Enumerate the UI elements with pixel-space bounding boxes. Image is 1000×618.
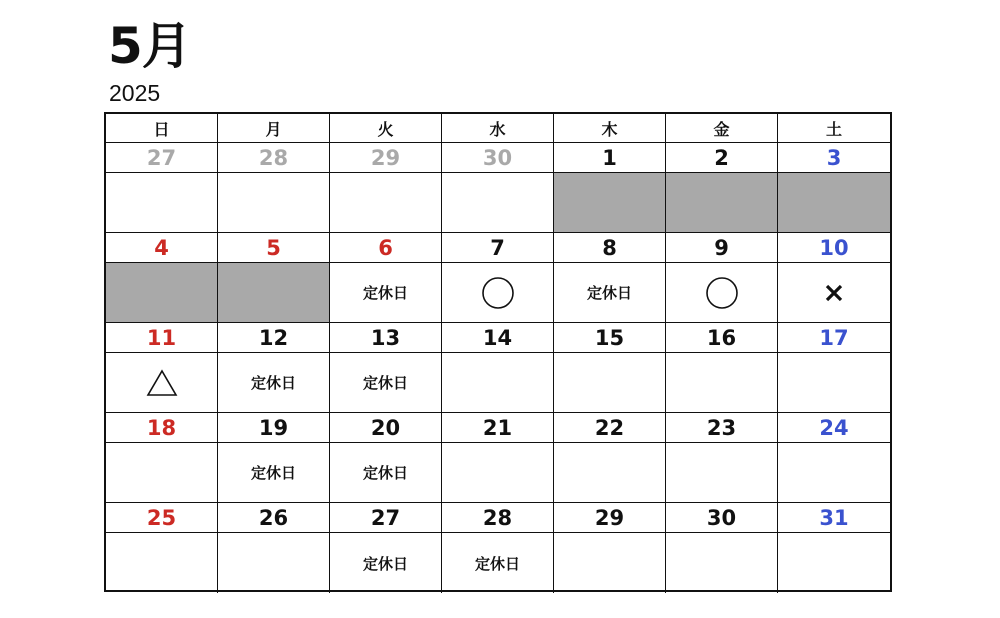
status-cell [106, 353, 218, 413]
day-number: 9 [714, 235, 729, 260]
weekday-header-wed [442, 114, 554, 143]
open-triangle-icon [145, 368, 179, 398]
weekday-header-tue [330, 114, 442, 143]
status-cell [554, 263, 666, 323]
date-cell [778, 503, 890, 533]
status-cell [330, 263, 442, 323]
date-cell [106, 143, 218, 173]
date-cell [218, 143, 330, 173]
date-cell [330, 503, 442, 533]
day-number: 4 [154, 235, 169, 260]
date-cell [554, 413, 666, 443]
day-number: 29 [370, 145, 401, 170]
status-cell [778, 533, 890, 593]
day-number: 30 [482, 145, 513, 170]
closed-day-label: 定休日 [362, 554, 408, 573]
date-cell [218, 323, 330, 353]
status-cell [106, 533, 218, 593]
day-number: 17 [819, 325, 849, 350]
status-cell [778, 353, 890, 413]
year-label: 2025 [109, 80, 161, 106]
date-cell [442, 413, 554, 443]
weekday-header-sat [778, 114, 890, 143]
status-cell-shaded [106, 263, 218, 323]
date-cell [554, 323, 666, 353]
day-number: 25 [146, 505, 177, 530]
date-cell [442, 323, 554, 353]
day-number: 28 [482, 505, 513, 530]
day-number: 22 [594, 415, 625, 440]
closed-day-label: 定休日 [362, 464, 408, 482]
date-cell [442, 143, 554, 173]
weekday-label: 月 [265, 119, 282, 139]
closed-day-label: 定休日 [362, 374, 408, 392]
status-cell-shaded [778, 173, 890, 233]
status-cell [330, 533, 442, 593]
date-cell [218, 233, 330, 263]
status-cell [666, 353, 778, 413]
day-number: 2 [714, 145, 729, 170]
closed-day-label: 定休日 [362, 284, 408, 302]
status-cell [554, 443, 666, 503]
status-cell [554, 533, 666, 593]
status-cell-shaded [218, 263, 330, 323]
weekday-label: 水 [489, 119, 506, 139]
status-cell [442, 533, 554, 593]
weekday-label: 木 [601, 119, 618, 139]
weekday-label: 日 [153, 119, 170, 139]
date-cell [666, 503, 778, 533]
status-cell [442, 173, 554, 233]
weekday-header-mon [218, 114, 330, 143]
status-cell [330, 443, 442, 503]
closed-day-label: 定休日 [250, 374, 296, 392]
status-cell [554, 353, 666, 413]
day-number: 5 [266, 235, 281, 260]
status-cell-shaded [554, 173, 666, 233]
status-cell [666, 263, 778, 323]
day-number: 26 [258, 505, 289, 530]
date-cell [330, 233, 442, 263]
date-cell [330, 143, 442, 173]
open-circle-icon [481, 276, 515, 310]
day-number: 28 [258, 145, 289, 170]
date-cell [554, 233, 666, 263]
status-cell [442, 263, 554, 323]
date-cell [666, 233, 778, 263]
day-number: 18 [146, 415, 177, 440]
date-cell [218, 413, 330, 443]
month-title: 5月 [108, 17, 191, 75]
status-cell [106, 443, 218, 503]
day-number: 7 [490, 235, 505, 260]
status-cell [106, 173, 218, 233]
calendar-grid [104, 112, 892, 592]
weekday-header-sun [106, 114, 218, 143]
day-number: 16 [706, 325, 737, 350]
day-number: 27 [146, 145, 177, 170]
day-number: 8 [602, 235, 617, 260]
open-circle-icon [705, 276, 739, 310]
status-cell [778, 443, 890, 503]
date-cell [666, 143, 778, 173]
day-number: 20 [370, 415, 401, 440]
date-cell [778, 233, 890, 263]
date-cell [106, 233, 218, 263]
day-number: 21 [482, 415, 513, 440]
date-cell [778, 413, 890, 443]
date-cell [106, 323, 218, 353]
day-number: 29 [594, 505, 625, 530]
status-cell [666, 443, 778, 503]
status-cell-shaded [666, 173, 778, 233]
status-cell [218, 443, 330, 503]
weekday-label: 土 [825, 119, 842, 139]
weekday-label: 火 [377, 119, 394, 139]
status-cell [218, 353, 330, 413]
closed-day-label: 定休日 [250, 464, 296, 482]
closed-day-label: 定休日 [474, 554, 520, 573]
day-number: 19 [258, 415, 289, 440]
date-cell [778, 143, 890, 173]
cross-mark-icon [824, 283, 844, 303]
date-cell [778, 323, 890, 353]
weekday-header-fri [666, 114, 778, 143]
status-cell [218, 533, 330, 593]
weekday-header-thu [554, 114, 666, 143]
day-number: 10 [819, 235, 849, 260]
status-cell [330, 173, 442, 233]
date-cell [554, 503, 666, 533]
day-number: 14 [482, 325, 513, 350]
date-cell [218, 503, 330, 533]
status-cell [778, 263, 890, 323]
day-number: 1 [602, 145, 617, 170]
day-number: 23 [706, 415, 737, 440]
date-cell [554, 143, 666, 173]
day-number: 6 [378, 235, 393, 260]
day-number: 30 [706, 505, 737, 530]
day-number: 11 [146, 325, 177, 350]
date-cell [442, 233, 554, 263]
status-cell [218, 173, 330, 233]
status-cell [330, 353, 442, 413]
day-number: 15 [594, 325, 625, 350]
date-cell [442, 503, 554, 533]
date-cell [666, 323, 778, 353]
status-cell [442, 353, 554, 413]
day-number: 31 [819, 505, 849, 530]
day-number: 12 [258, 325, 289, 350]
weekday-label: 金 [713, 119, 730, 139]
date-cell [106, 413, 218, 443]
day-number: 13 [370, 325, 401, 350]
closed-day-label: 定休日 [586, 284, 632, 302]
day-number: 24 [819, 415, 849, 440]
day-number: 3 [826, 145, 842, 170]
date-cell [106, 503, 218, 533]
day-number: 27 [370, 505, 401, 530]
date-cell [330, 323, 442, 353]
date-cell [330, 413, 442, 443]
status-cell [442, 443, 554, 503]
date-cell [666, 413, 778, 443]
status-cell [666, 533, 778, 593]
